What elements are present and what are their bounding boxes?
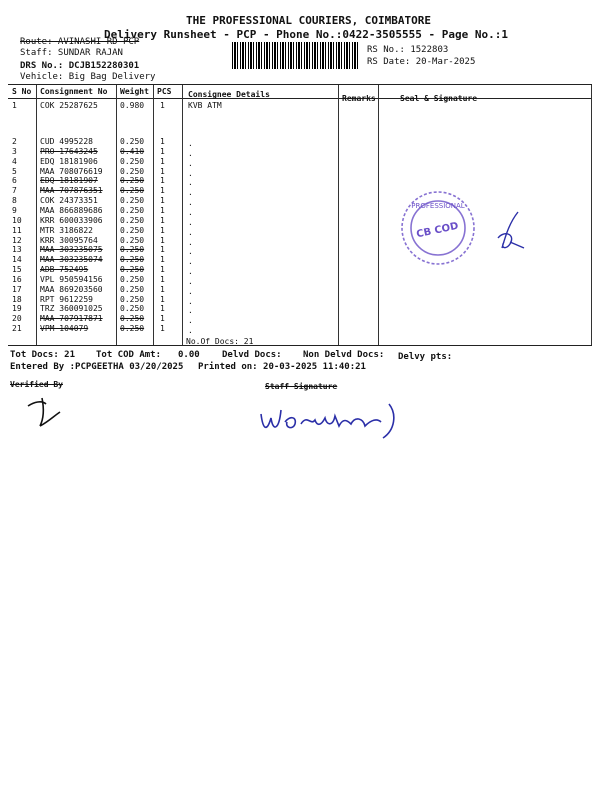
row-consignee: . [188, 178, 193, 188]
row-pcs: 1 [160, 205, 165, 215]
row-sno: 7 [12, 186, 17, 196]
row-weight: 0.980 [120, 101, 145, 110]
row-weight: 0.250 [120, 274, 145, 284]
col-seal: Seal & Signature [400, 94, 478, 103]
row-consignee: . [188, 326, 193, 336]
row-consignee: . [188, 296, 193, 306]
col-weight: Weight [120, 87, 149, 96]
col-pcs: PCS [157, 87, 172, 96]
row-sno: 1 [12, 101, 17, 110]
row-sno: 2 [12, 137, 17, 146]
table-row [0, 295, 600, 305]
row-consignment: KRR 30095764 [40, 235, 98, 245]
row-sno: 19 [12, 304, 22, 314]
row-pcs: 1 [160, 314, 165, 324]
row-consignee: . [188, 158, 193, 168]
row-consignee: . [188, 237, 193, 247]
row-pcs: 1 [160, 215, 165, 225]
row-consignment: COK 24373351 [40, 196, 98, 206]
row-consignment: VPM 104079 [40, 324, 89, 334]
row-consignment: RPT 9612259 [40, 294, 93, 304]
table-bottom-border [8, 345, 592, 346]
row-sno: 14 [12, 255, 22, 265]
row-sno: 3 [12, 146, 17, 156]
no-of-docs: No.Of Docs: 21 [186, 337, 254, 346]
row-pcs: 1 [160, 235, 165, 245]
row-weight: 0.250 [120, 304, 145, 314]
stamp-top-text: PROFESSIONAL [411, 202, 465, 210]
barcode-image [232, 42, 360, 69]
row-weight: 0.250 [120, 265, 145, 275]
row-weight: 0.250 [120, 314, 145, 324]
row-sno: 8 [12, 196, 17, 206]
row-weight: 0.250 [120, 235, 145, 245]
table-row [0, 167, 600, 177]
row-sno: 10 [12, 215, 22, 225]
verified-by-label: Verified By [10, 380, 63, 389]
row-consignee: . [188, 188, 193, 198]
non-delvd-docs: Non Delvd Docs: [303, 350, 385, 360]
row-sno: 20 [12, 314, 22, 324]
row-weight: 0.250 [120, 255, 145, 265]
row-sno: 18 [12, 294, 22, 304]
row-consignment: ADB 752495 [40, 265, 89, 275]
delvy-pts: Delvy pts: [398, 352, 453, 362]
row-sno: 17 [12, 284, 22, 294]
row-sno: 13 [12, 245, 22, 255]
tot-docs: Tot Docs: 21 [10, 350, 76, 360]
table-row [0, 314, 600, 324]
col-consignment: Consignment No [40, 87, 108, 96]
table-row [0, 137, 600, 147]
row-consignee: . [188, 207, 193, 217]
col-sno: S No [12, 87, 32, 96]
row-pcs: 1 [160, 225, 165, 235]
row-consignee: . [188, 247, 193, 257]
tot-cod-label: Tot COD Amt: [96, 350, 162, 360]
row-weight: 0.250 [120, 284, 145, 294]
row-consignee: . [188, 148, 193, 158]
row-weight: 0.410 [120, 146, 145, 156]
table-row [0, 101, 600, 111]
row-weight: 0.250 [120, 205, 145, 215]
printed-on: Printed on: 20-03-2025 11:40:21 [198, 362, 366, 372]
row-consignment: CUD 4995228 [40, 137, 93, 146]
row-consignee: . [188, 139, 193, 148]
row-consignee: . [188, 168, 193, 178]
row-sno: 6 [12, 176, 17, 186]
row-consignment: MAA 869203560 [40, 284, 103, 294]
row-consignee: . [188, 267, 193, 277]
row-consignment: EDQ 18181906 [40, 156, 98, 166]
row-pcs: 1 [160, 176, 165, 186]
table-row [0, 147, 600, 157]
row-consignment: MAA 708076619 [40, 166, 103, 176]
row-consignee: . [188, 276, 193, 286]
row-consignee: . [188, 306, 193, 316]
rs-number: RS No.: 1522803 [367, 45, 449, 55]
row-pcs: 1 [160, 265, 165, 275]
vehicle-label: Vehicle: Big Bag Delivery [20, 72, 156, 82]
row-consignee: . [188, 198, 193, 208]
table-row [0, 304, 600, 314]
row-pcs: 1 [160, 274, 165, 284]
row-pcs: 1 [160, 166, 165, 176]
table-row [0, 285, 600, 295]
rs-date: RS Date: 20-Mar-2025 [367, 57, 476, 67]
row-weight: 0.250 [120, 196, 145, 206]
row-weight: 0.250 [120, 225, 145, 235]
runsheet-title: Delivery Runsheet - PCP - Phone No.:0422-3505555 - Page No.:1 [104, 28, 508, 41]
row-pcs: 1 [160, 101, 165, 110]
verified-by-signature [22, 392, 67, 432]
col-consignee: Consignee Details [188, 90, 270, 99]
table-row [0, 176, 600, 186]
row-weight: 0.250 [120, 156, 145, 166]
tot-cod-value: 0.00 [178, 350, 200, 360]
row-consignment: KRR 600033906 [40, 215, 103, 225]
table-header-border [8, 98, 592, 99]
row-sno: 16 [12, 274, 22, 284]
delvd-docs: Delvd Docs: [222, 350, 282, 360]
table-row [0, 275, 600, 285]
table-row [0, 265, 600, 275]
row-weight: 0.250 [120, 245, 145, 255]
row-pcs: 1 [160, 245, 165, 255]
row-pcs: 1 [160, 146, 165, 156]
row-pcs: 1 [160, 156, 165, 166]
row-consignee: . [188, 286, 193, 296]
row-consignment: COK 25287625 [40, 101, 98, 110]
row-consignment: MAA 866889686 [40, 205, 103, 215]
stamp-mid-text: CB COD [415, 220, 460, 241]
row-pcs: 1 [160, 294, 165, 304]
row-weight: 0.250 [120, 324, 145, 334]
courier-seal-stamp [398, 188, 478, 268]
row-pcs: 1 [160, 196, 165, 206]
row-consignee: . [188, 257, 193, 267]
row-weight: 0.250 [120, 176, 145, 186]
row-pcs: 1 [160, 304, 165, 314]
row-consignee: . [188, 316, 193, 326]
row-sno: 11 [12, 225, 22, 235]
entered-by: Entered By :PCPGEETHA 03/20/2025 [10, 362, 184, 372]
col-remarks: Remarks [342, 94, 376, 103]
row-sno: 9 [12, 205, 17, 215]
table-row [0, 186, 600, 196]
company-name: THE PROFESSIONAL COURIERS, COIMBATORE [186, 14, 432, 27]
row-sno: 21 [12, 324, 22, 334]
row-pcs: 1 [160, 137, 165, 146]
row-consignment: VPL 950594156 [40, 274, 103, 284]
row-weight: 0.250 [120, 215, 145, 225]
route-label: Route: AVINASHI RD PCP [20, 37, 140, 47]
row-pcs: 1 [160, 255, 165, 265]
table-row [0, 324, 600, 334]
row-consignee: . [188, 227, 193, 237]
row-consignment: MTR 3186822 [40, 225, 93, 235]
row-consignment: MAA 303235075 [40, 245, 103, 255]
row-pcs: 1 [160, 284, 165, 294]
table-top-border [8, 84, 592, 85]
row-consignment: MAA 707876351 [40, 186, 103, 196]
row-consignment: MAA 303235074 [40, 255, 103, 265]
staff-signature [255, 396, 415, 446]
row-pcs: 1 [160, 186, 165, 196]
row-weight: 0.250 [120, 294, 145, 304]
row-consignment: TRZ 360091025 [40, 304, 103, 314]
row-weight: 0.250 [120, 137, 145, 146]
row-sno: 12 [12, 235, 22, 245]
staff-signature-label: Staff Signature [265, 382, 338, 391]
row-consignee: KVB ATM [188, 101, 222, 110]
row-consignment: EDQ 18181907 [40, 176, 98, 186]
drs-number: DRS No.: DCJB152280301 [20, 61, 140, 71]
row-consignment: PRO 17643245 [40, 146, 98, 156]
table-row [0, 196, 600, 206]
row-sno: 5 [12, 166, 17, 176]
row-weight: 0.250 [120, 186, 145, 196]
receiver-signature [488, 208, 528, 258]
staff-label: Staff: SUNDAR RAJAN [20, 48, 123, 58]
row-weight: 0.250 [120, 166, 145, 176]
row-pcs: 1 [160, 324, 165, 334]
row-sno: 4 [12, 156, 17, 166]
table-row [0, 157, 600, 167]
row-consignment: MAA 707917871 [40, 314, 103, 324]
row-consignee: . [188, 217, 193, 227]
row-sno: 15 [12, 265, 22, 275]
